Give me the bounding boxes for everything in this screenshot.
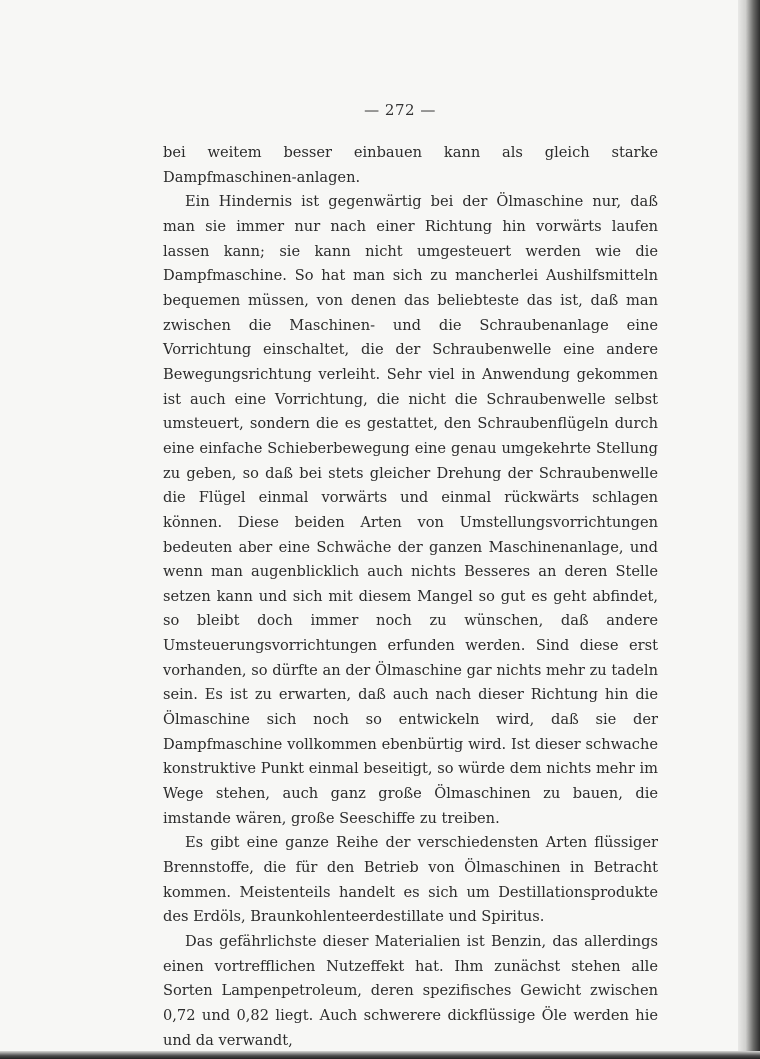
page-bottom-edge (0, 1051, 760, 1059)
page-edge-shadow (738, 0, 760, 1059)
paragraph-4: Das gefährlichste dieser Materialien ist Benzin, das allerdings einen vortrefflichen Nutzeffekt hat. Ihm zunächst stehen alle Sorten Lampenpetroleum, deren spezifisches Gewicht zwischen 0,72 und 0,82 liegt. Auch schwerere dickflüssige Öle werden hie und da verwandt, (163, 933, 658, 1049)
paragraph-1: bei weitem besser einbauen kann als gleich starke Dampfmaschinen-anlagen. (163, 144, 658, 186)
paragraph-2: Ein Hindernis ist gegenwärtig bei der Ölmaschine nur, daß man sie immer nur nach einer Richtung hin vorwärts laufen lassen kann; sie kann nicht umgesteuert werden wie die Dampfmaschine. So hat man sich zu mancherlei Aushilfsmitteln bequemen müssen, von denen das beliebteste das ist, daß man zwischen die Maschinen- und die Schraubenanlage eine Vorrichtung einschaltet, die der Schraubenwelle eine andere Bewegungsrichtung verleiht. Sehr viel in Anwendung gekommen ist auch eine Vorrichtung, die nicht die Schraubenwelle selbst umsteuert, sondern die es gestattet, den Schraubenflügeln durch eine einfache Schieberbewegung eine genau umgekehrte Stellung zu geben, so daß bei stets gleicher Drehung der Schraubenwelle die Flügel einmal vorwärts und einmal rückwärts schlagen können. Diese beiden Arten von Umstellungsvorrichtungen bedeuten aber eine Schwäche der ganzen Maschinenanlage, und wenn man augenblicklich auch nichts Besseres an deren Stelle setzen kann und sich mit diesem Mangel so gut es geht abfindet, so bleibt doch immer noch zu wünschen, daß andere Umsteuerungsvorrichtungen erfunden werden. Sind diese erst vorhanden, so dürfte an der Ölmaschine gar nichts mehr zu tadeln sein. Es ist zu erwarten, daß auch nach dieser Richtung hin die Ölmaschine sich noch so entwickeln wird, daß sie der Dampfmaschine vollkommen ebenbürtig wird. Ist dieser schwache konstruktive Punkt einmal beseitigt, so würde dem nichts mehr im Wege stehen, auch ganz große Ölmaschinen zu bauen, die imstande wären, große Seeschiffe zu treiben. (163, 193, 658, 827)
paragraph-3: Es gibt eine ganze Reihe der verschiedensten Arten flüssiger Brennstoffe, die für den Betrieb von Ölmaschinen in Betracht kommen. Meistenteils handelt es sich um Destillationsprodukte des Erdöls, Braunkohlenteerdestillate und Spiritus. (163, 834, 658, 926)
body-text (163, 141, 658, 1053)
page-number: — 272 — (364, 101, 436, 119)
